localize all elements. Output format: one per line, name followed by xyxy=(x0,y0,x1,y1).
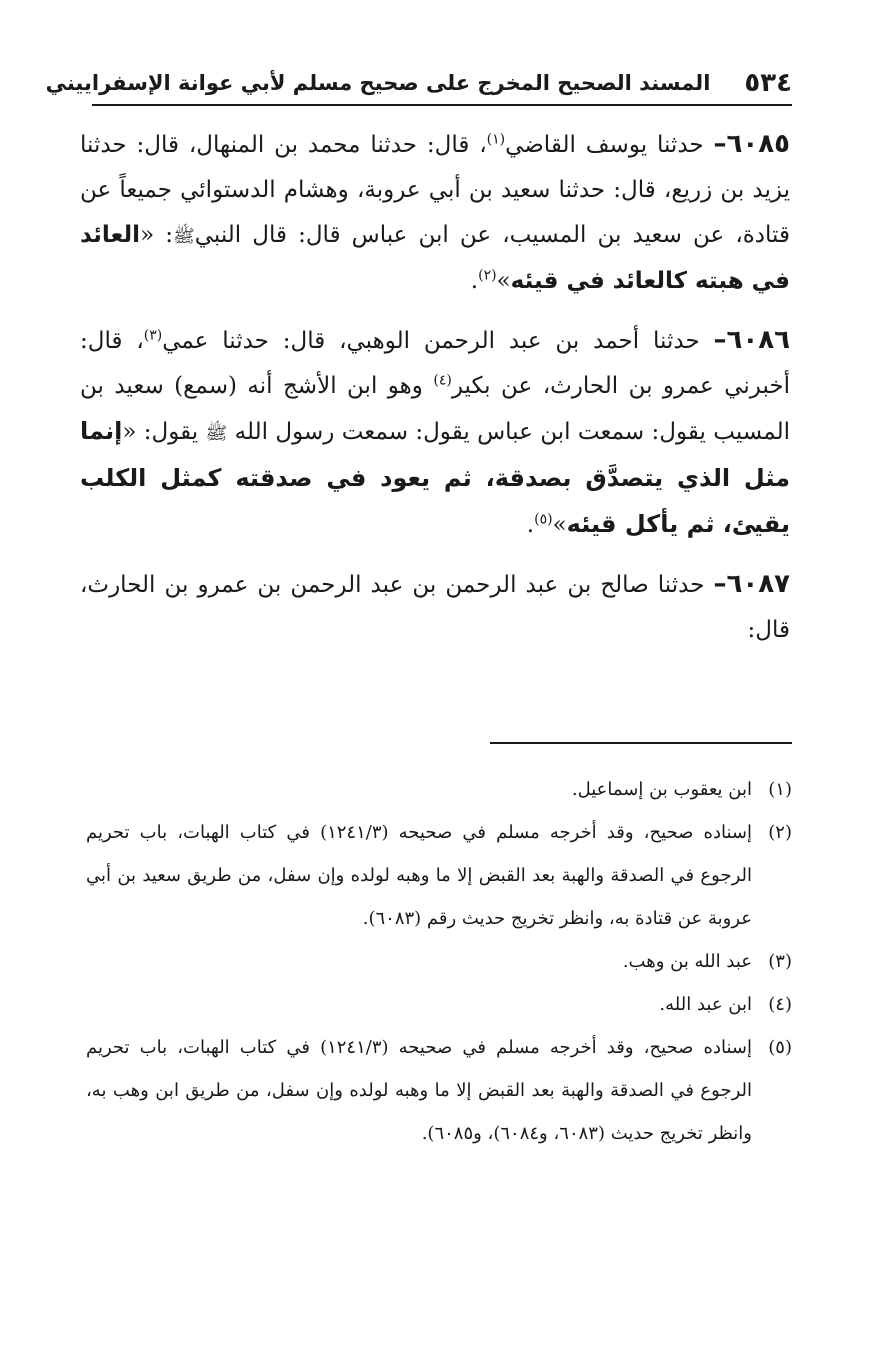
matn-text: إنما مثل الذي يتصدَّق بصدقة، ثم يعود في صدقته كمثل الكلب يقيئ، ثم يأكل قيئه xyxy=(80,417,790,538)
isnad-text: حدثنا يوسف القاضي xyxy=(505,132,704,158)
main-text xyxy=(80,122,790,667)
page-number: ٥٣٤ xyxy=(744,68,792,98)
footnote-number: (٣) xyxy=(768,951,792,972)
footnote-text: إسناده صحيح، وقد أخرجه مسلم في صحيحه (١٢٤١/٣) في كتاب الهبات، باب تحريم الرجوع في الصدقة والهبة بعد القبض إلا ما وهبه لولده وإن سفل، من طريق سعيد بن أبي عروبة عن قتادة به، وانظر تخريج حديث رقم (٦٠٨٣). xyxy=(86,822,752,929)
salawat-glyph: ﷺ xyxy=(205,423,228,444)
footnote-text: عبد الله بن وهب. xyxy=(622,951,752,972)
footnote-ref: (٢) xyxy=(478,267,497,284)
footnote-1 xyxy=(86,768,792,811)
isnad-text: يقول: « xyxy=(122,419,206,445)
matn-text: العائد في هبته كالعائد في قيئه xyxy=(80,222,790,294)
isnad-text: حدثنا أحمد بن عبد الرحمن الوهبي، قال: حدثنا عمي xyxy=(162,328,700,354)
footnote-4 xyxy=(86,983,792,1026)
footnote-separator xyxy=(490,742,792,744)
hadith-number: ٦٠٨٥ xyxy=(726,129,790,159)
hadith-number: ٦٠٨٦ xyxy=(726,325,790,355)
isnad-text: ، قال: أخبرني عمرو بن الحارث، عن بكير xyxy=(80,328,791,399)
quote-close: » xyxy=(552,512,567,538)
footnote-text: ابن عبد الله. xyxy=(659,994,752,1015)
page-header xyxy=(45,62,792,104)
footnote-2 xyxy=(86,811,792,940)
footnote-3 xyxy=(86,940,792,983)
quote-open: : « xyxy=(140,222,173,248)
hadith-6087: ٦٠٨٧– حدثنا صالح بن عبد الرحمن بن عبد الرحمن بن عمرو بن الحارث، قال: xyxy=(80,569,790,643)
isnad-text: وهو ابن الأشج أنه (سمع) سعيد بن المسيب يقول: سمعت ابن عباس يقول: سمعت رسول الله xyxy=(80,373,790,445)
footnote-ref: (٥) xyxy=(534,511,553,528)
footnote-ref: (٤) xyxy=(433,372,452,389)
footnote-number: (٥) xyxy=(768,1037,792,1058)
hadith-6085: ٦٠٨٥– حدثنا يوسف القاضي$^{(١)}$، قال: حدثنا محمد بن المنهال، قال: حدثنا يزيد بن زريع، قال: حدثنا سعيد بن أبي عروبة، وهشام الدستوائي جميعاً عن قتادة، عن سعيد بن المسيب، عن ابن عباس قال: قال النبيﷺ: «العائد في هبته كالعائد في قيئه»$^{(٢)}$. xyxy=(80,129,790,294)
footnote-number: (١) xyxy=(768,779,792,800)
footnote-text: إسناده صحيح، وقد أخرجه مسلم في صحيحه (١٢٤١/٣) في كتاب الهبات، باب تحريم الرجوع في الصدقة والهبة بعد القبض إلا ما وهبه لولده وإن سفل، من طريق ابن وهب به، وانظر تخريج حديث (٦٠٨٣، و٦٠٨٤)، و٦٠٨٥). xyxy=(86,1037,752,1144)
salawat-glyph: ﷺ xyxy=(172,226,195,247)
hadith-number: ٦٠٨٧ xyxy=(726,569,790,599)
footnote-ref: (٣) xyxy=(143,327,163,344)
quote-close: » xyxy=(496,268,511,294)
footnote-number: (٢) xyxy=(768,822,792,843)
hadith-6086: ٦٠٨٦– حدثنا أحمد بن عبد الرحمن الوهبي، قال: حدثنا عمي$^{(٣)}$، قال: أخبرني عمرو بن الحارث، عن بكير$^{(٤)}$ وهو ابن الأشج أنه (سمع) سعيد بن المسيب يقول: سمعت ابن عباس يقول: سمعت رسول الله ﷺ يقول: «إنما مثل الذي يتصدَّق بصدقة، ثم يعود في صدقته كمثل الكلب يقيئ، ثم يأكل قيئه»$^{(٥)}$. xyxy=(80,325,791,538)
header-rule xyxy=(92,104,792,106)
footnote-text: ابن يعقوب بن إسماعيل. xyxy=(571,779,752,800)
isnad-text: حدثنا صالح بن عبد الرحمن بن عبد الرحمن بن عمرو بن الحارث، قال: xyxy=(80,572,790,643)
footnotes xyxy=(86,768,792,1155)
footnote-number: (٤) xyxy=(768,994,792,1015)
footnote-5 xyxy=(86,1026,792,1155)
footnote-ref: (١) xyxy=(486,131,506,148)
isnad-text: ، قال: حدثنا محمد بن المنهال، قال: حدثنا يزيد بن زريع، قال: حدثنا سعيد بن أبي عروبة، وهشام الدستوائي جميعاً عن قتادة، عن سعيد بن المسيب، عن ابن عباس قال: قال النبي xyxy=(80,132,790,248)
running-title: المسند الصحيح المخرج على صحيح مسلم لأبي عوانة الإسفراييني xyxy=(45,71,711,95)
